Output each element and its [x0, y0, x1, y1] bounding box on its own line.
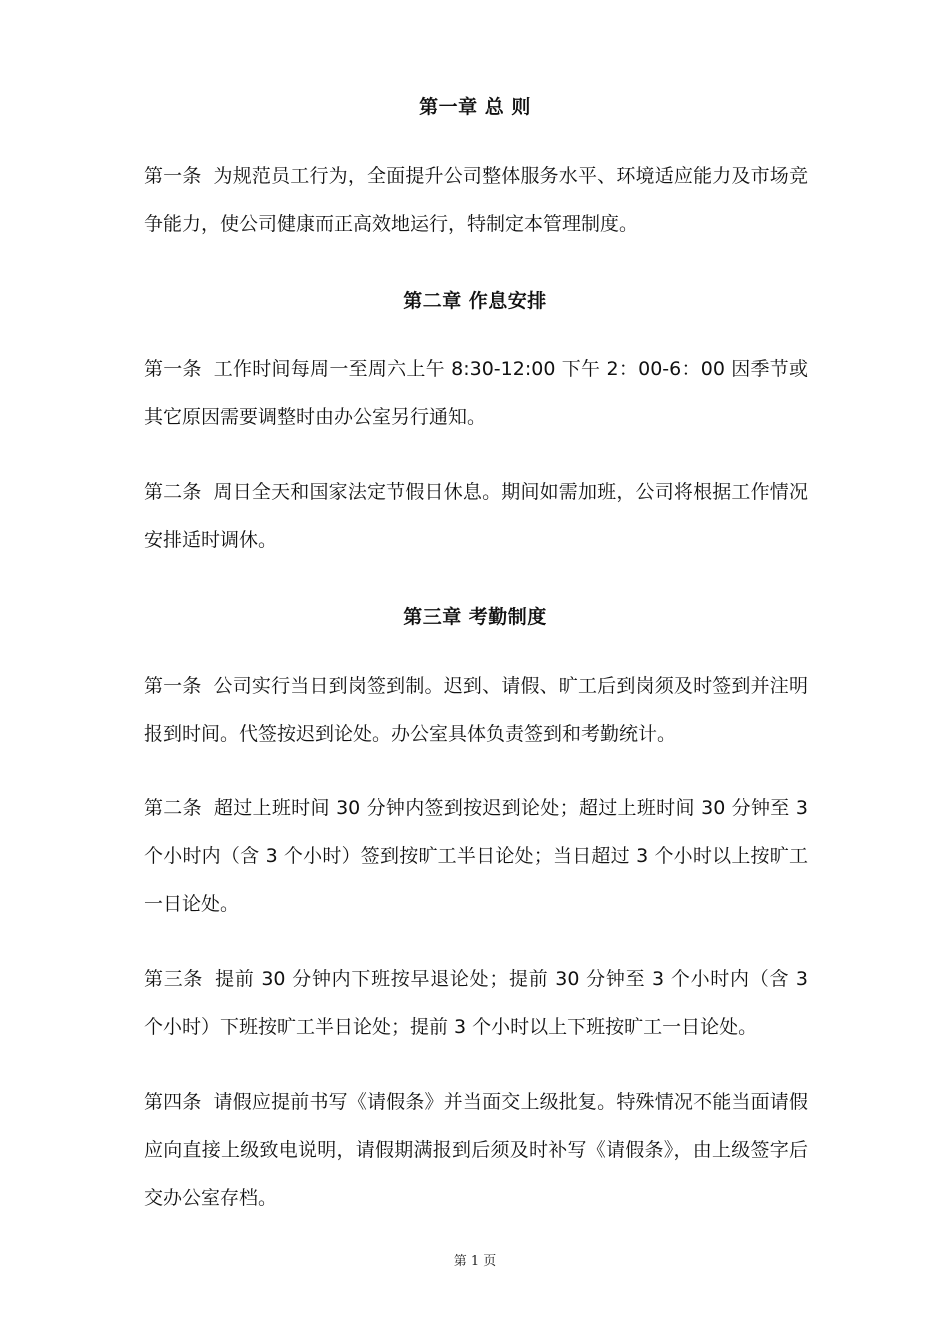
article-number: 第二条 — [144, 797, 202, 819]
article-number: 第一条 — [144, 675, 202, 697]
article-paragraph — [144, 152, 808, 248]
chapter-title: 第一章 总 则 — [419, 96, 531, 118]
chapter-title: 第二章 作息安排 — [403, 290, 547, 312]
article-text: 工作时间每周一至周六上午 8:30-12:00 下午 2：00-6：00 因季节或其它原因需要调整时由办公室另行通知。 — [144, 358, 808, 428]
article-number: 第一条 — [144, 165, 202, 187]
article-text: 请假应提前书写《请假条》并当面交上级批复。特殊情况不能当面请假应向直接上级致电说明，请假期满报到后须及时补写《请假条》，由上级签字后交办公室存档。 — [144, 1091, 808, 1209]
article-paragraph — [144, 468, 808, 564]
article-text: 周日全天和国家法定节假日休息。期间如需加班，公司将根据工作情况安排适时调休。 — [144, 481, 808, 551]
article-text: 提前 30 分钟内下班按早退论处；提前 30 分钟至 3 个小时内（含 3 个小时）下班按旷工半日论处；提前 3 个小时以上下班按旷工一日论处。 — [144, 968, 808, 1038]
article-number: 第一条 — [144, 358, 202, 380]
article-text: 超过上班时间 30 分钟内签到按迟到论处；超过上班时间 30 分钟至 3 个小时内（含 3 个小时）签到按旷工半日论处；当日超过 3 个小时以上按旷工一日论处。 — [144, 797, 808, 915]
article-text: 公司实行当日到岗签到制。迟到、请假、旷工后到岗须及时签到并注明报到时间。代签按迟到论处。办公室具体负责签到和考勤统计。 — [144, 675, 808, 745]
article-number: 第四条 — [144, 1091, 202, 1113]
article-text: 为规范员工行为，全面提升公司整体服务水平、环境适应能力及市场竞争能力，使公司健康而正高效地运行，特制定本管理制度。 — [144, 165, 808, 235]
article-number: 第三条 — [144, 968, 204, 990]
article-paragraph — [144, 662, 808, 758]
chapter-title: 第三章 考勤制度 — [403, 606, 547, 628]
page-number: 第 1 页 — [453, 1254, 497, 1269]
article-number: 第二条 — [144, 481, 202, 503]
article-paragraph — [144, 1078, 808, 1222]
article-paragraph — [144, 955, 808, 1051]
article-paragraph — [144, 345, 808, 441]
article-paragraph — [144, 784, 808, 928]
